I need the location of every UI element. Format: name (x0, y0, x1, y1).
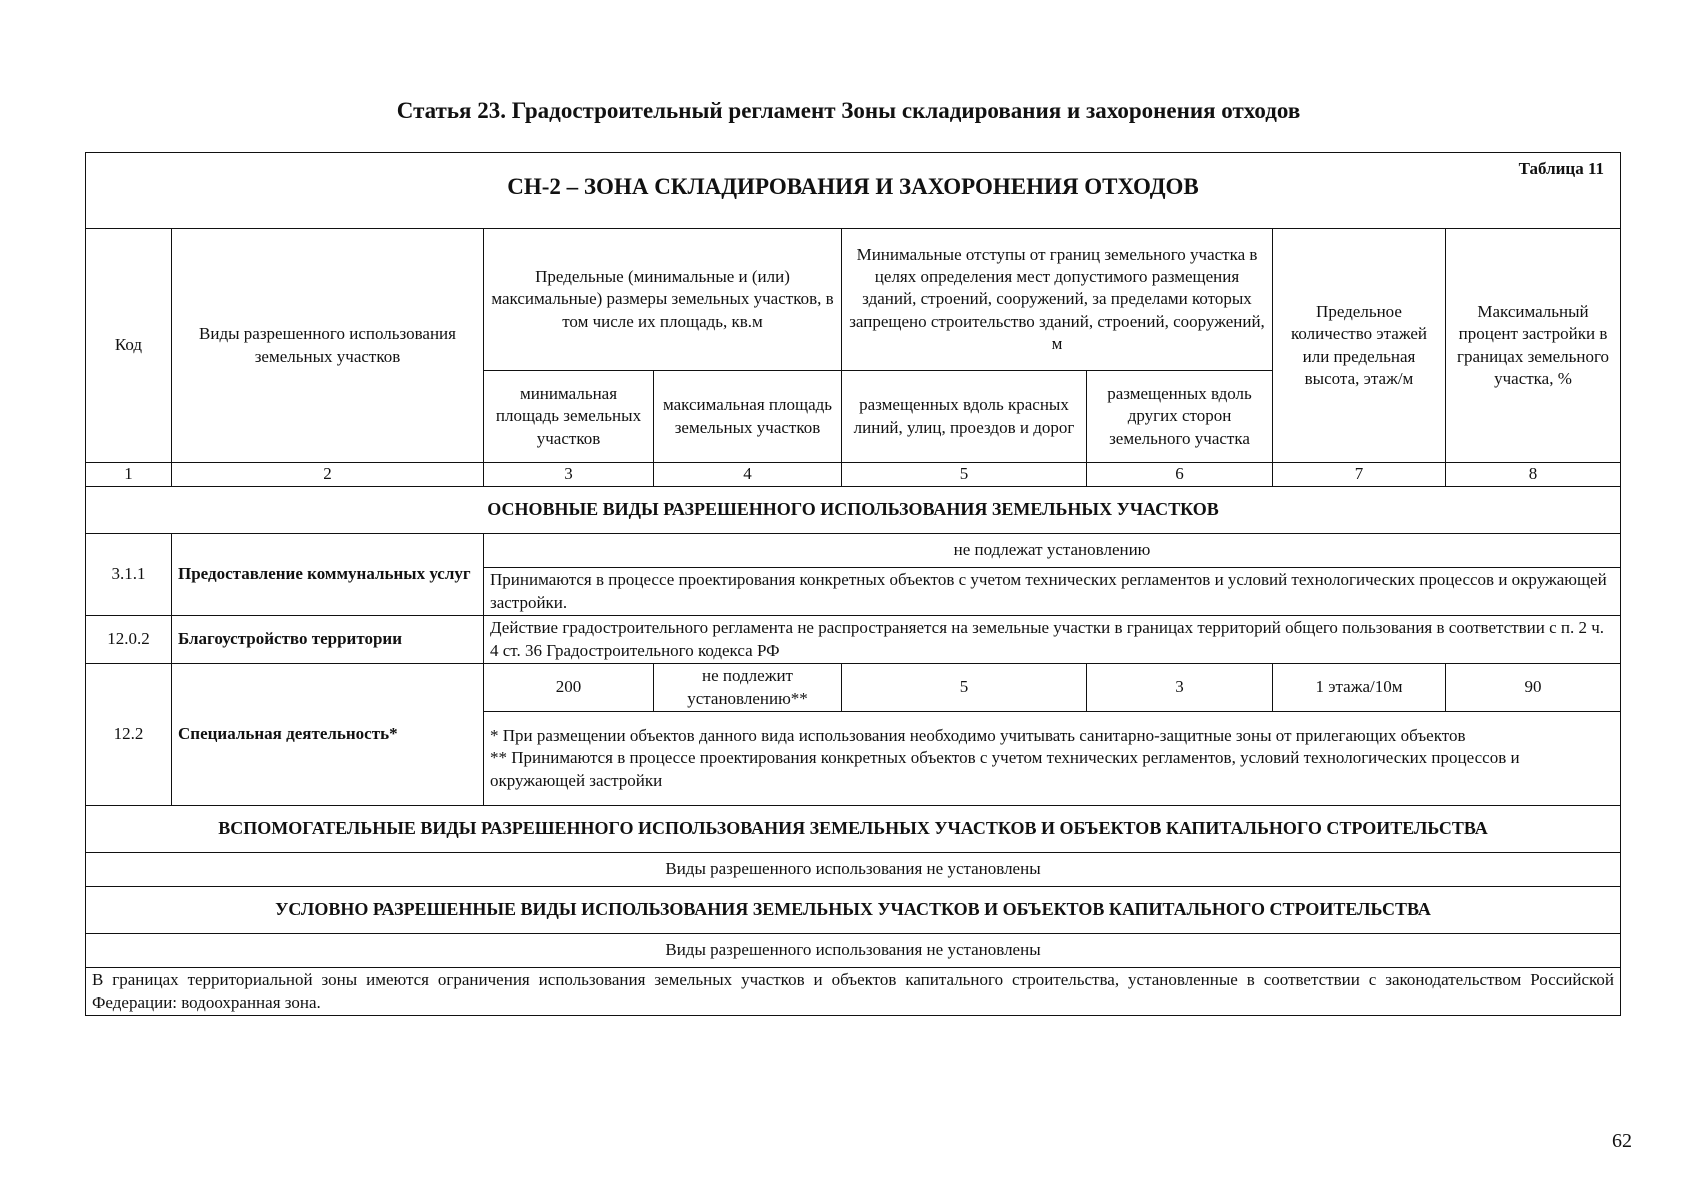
header-code: Код (86, 229, 172, 463)
row-min-area: 200 (484, 664, 654, 712)
row-max-area: не подлежит установлению** (654, 664, 842, 712)
row-coverage: 90 (1446, 664, 1621, 712)
header-setbacks: Минимальные отступы от границ земельного участка в целях определения мест допустимого размещения зданий, строений, сооружений, за пределами которых запрещено строительство зданий, строений, сооружений, м (842, 229, 1273, 371)
column-number: 3 (484, 463, 654, 487)
row-floors: 1 этажа/10м (1273, 664, 1446, 712)
header-floors: Предельное количество этажей или предельная высота, этаж/м (1273, 229, 1446, 463)
row-setback-other: 3 (1087, 664, 1273, 712)
conditional-section-title: УСЛОВНО РАЗРЕШЕННЫЕ ВИДЫ ИСПОЛЬЗОВАНИЯ ЗЕМЕЛЬНЫХ УЧАСТКОВ И ОБЪЕКТОВ КАПИТАЛЬНОГО СТРОИТЕЛЬСТВА (86, 887, 1621, 934)
column-number: 2 (172, 463, 484, 487)
row-setback-red: 5 (842, 664, 1087, 712)
column-number: 8 (1446, 463, 1621, 487)
auxiliary-section-content: Виды разрешенного использования не установлены (86, 853, 1621, 887)
conditional-section-content: Виды разрешенного использования не установлены (86, 934, 1621, 968)
regulation-table (85, 152, 1621, 1016)
header-setback-other: размещенных вдоль других сторон земельного участка (1087, 371, 1273, 463)
zone-title: СН-2 – ЗОНА СКЛАДИРОВАНИЯ И ЗАХОРОНЕНИЯ ОТХОДОВ (507, 173, 1199, 199)
header-max-area: максимальная площадь земельных участков (654, 371, 842, 463)
column-number: 6 (1087, 463, 1273, 487)
row-footnotes (484, 712, 1621, 806)
header-setback-red: размещенных вдоль красных линий, улиц, проездов и дорог (842, 371, 1087, 463)
row-code: 12.0.2 (86, 616, 172, 664)
row-params-note: Действие градостроительного регламента не распространяется на земельные участки в границах территорий общего пользования в соответствии с п. 2 ч. 4 ст. 36 Градостроительного кодекса РФ (484, 616, 1621, 664)
header-use-types: Виды разрешенного использования земельных участков (172, 229, 484, 463)
column-number: 1 (86, 463, 172, 487)
restrictions-note: В границах территориальной зоны имеются ограничения использования земельных участков и объектов капитального строительства, установленные в соответствии с законодательством Российской Федерации: водоохранная зона. (86, 968, 1621, 1016)
row-code: 12.2 (86, 664, 172, 806)
row-params-note: Принимаются в процессе проектирования конкретных объектов с учетом технических регламентов и условий технологических процессов и окружающей застройки. (484, 568, 1621, 616)
header-size-limits: Предельные (минимальные и (или) максимальные) размеры земельных участков, в том числе их площадь, кв.м (484, 229, 842, 371)
footnote-2: ** Принимаются в процессе проектирования конкретных объектов с учетом технических регламентов, условий технологических процессов и окружающей застройки (490, 748, 1520, 790)
auxiliary-section-title: ВСПОМОГАТЕЛЬНЫЕ ВИДЫ РАЗРЕШЕННОГО ИСПОЛЬЗОВАНИЯ ЗЕМЕЛЬНЫХ УЧАСТКОВ И ОБЪЕКТОВ КАПИТАЛЬНОГО СТРОИТЕЛЬСТВА (86, 806, 1621, 853)
column-number: 5 (842, 463, 1087, 487)
column-number: 7 (1273, 463, 1446, 487)
column-number: 4 (654, 463, 842, 487)
table-number: Таблица 11 (1518, 158, 1605, 178)
row-use-name: Благоустройство территории (172, 616, 484, 664)
row-code: 3.1.1 (86, 534, 172, 616)
footnote-1: * При размещении объектов данного вида использования необходимо учитывать санитарно-защитные зоны от прилегающих объектов (490, 726, 1466, 746)
header-coverage: Максимальный процент застройки в границах земельного участка, % (1446, 229, 1621, 463)
main-section-title: ОСНОВНЫЕ ВИДЫ РАЗРЕШЕННОГО ИСПОЛЬЗОВАНИЯ ЗЕМЕЛЬНЫХ УЧАСТКОВ (86, 487, 1621, 534)
zone-header-cell (86, 153, 1621, 229)
row-use-name: Специальная деятельность* (172, 664, 484, 806)
article-title: Статья 23. Градостроительный регламент Зоны складирования и захоронения отходов (396, 98, 1301, 123)
row-params-not-set: не подлежат установлению (484, 534, 1621, 568)
row-use-name: Предоставление коммунальных услуг (172, 534, 484, 616)
page-number: 62 (1612, 1130, 1632, 1152)
header-min-area: минимальная площадь земельных участков (484, 371, 654, 463)
